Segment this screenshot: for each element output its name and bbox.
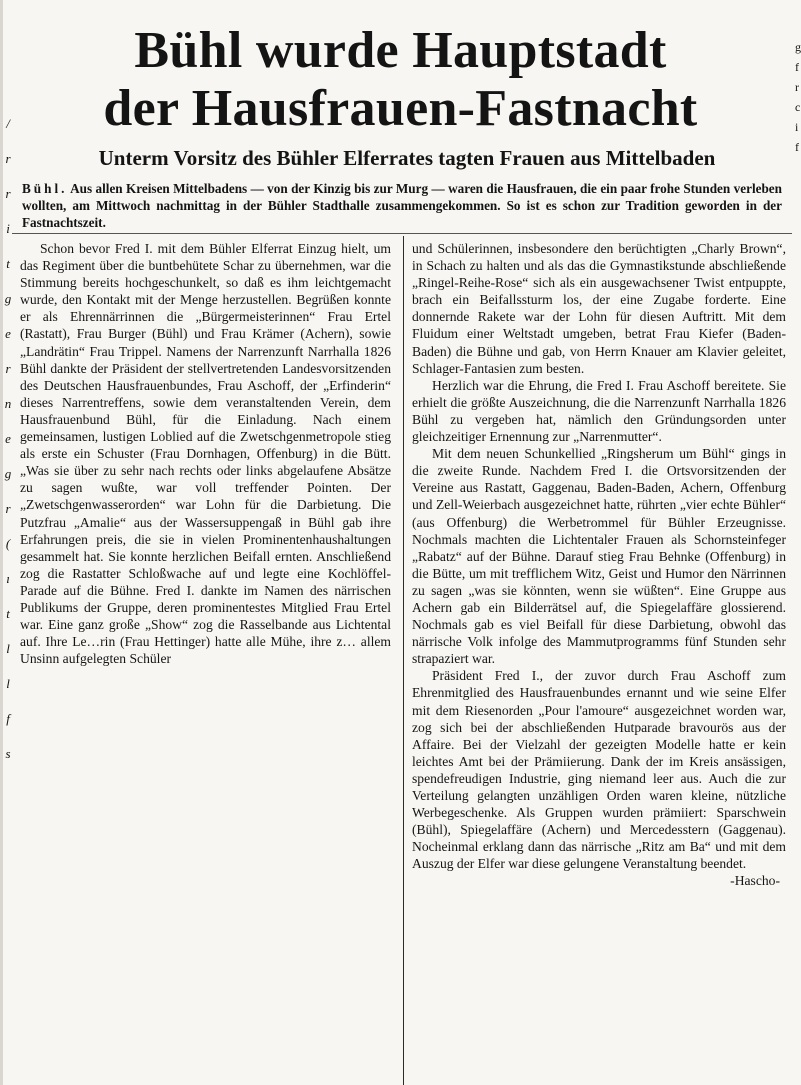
headline-line-1: Bühl wurde Hauptstadt xyxy=(134,22,667,79)
author-signature: -Hascho- xyxy=(730,873,780,889)
margin-fragment: r xyxy=(5,186,11,201)
margin-fragment: r xyxy=(5,151,11,166)
margin-fragment: l xyxy=(6,641,10,656)
lead-paragraph xyxy=(22,180,782,231)
margin-fragment: f xyxy=(795,60,799,74)
article-column-right xyxy=(412,240,786,890)
headline-line-2: der Hausfrauen-Fastnacht xyxy=(103,80,698,137)
margin-fragment: f xyxy=(6,711,10,726)
headline xyxy=(0,22,801,138)
margin-fragment: n xyxy=(4,396,12,411)
article-column-left xyxy=(20,240,391,667)
lead-divider xyxy=(12,233,792,234)
margin-fragment: g xyxy=(795,40,801,54)
margin-fragment: s xyxy=(5,746,11,761)
margin-fragment: t xyxy=(6,256,10,271)
margin-fragment: i xyxy=(6,221,10,236)
subheadline: Unterm Vorsitz des Bühler Elferrates tagten Frauen aus Mittelbaden xyxy=(98,146,716,170)
margin-fragment: / xyxy=(6,116,10,131)
margin-fragment: r xyxy=(5,361,11,376)
lead-text: Aus allen Kreisen Mittelbadens — von der Kinzig bis zur Murg — waren die Hausfrauen, die ein paar frohe Stunden verleben wollten, am Mittwoch nachmittag in der Bühler Stadthalle zusammengekommen. So ist es schon zur Tradition geworden in der Fastnachtszeit. xyxy=(22,181,782,230)
paragraph: Mit dem neuen Schunkellied „Ringsherum um Bühl“ gings in die zweite Runde. Nachdem Fred I. die Ortsvorsitzenden der Vereine aus Rastatt, Gaggenau, Baden-Baden, Achern, Offenburg und Zell-Weierbach ausgezeichnet hatte, rührten „vier echte Bühler“ (aus Offenburg) die Werbetrommel für Bühler Erzeugnisse. Nochmals machten die Lichtentaler Frauen als Schornsteinfeger „Rabatz“ auf der Bühne. Darauf stieg Frau Behnke (Offenburg) in die Bütte, um mit trefflichem Witz, Geist und Humor den Närrinnen zu sagen „was sie könnten, wenn sie wüßten“. Eine Gruppe aus Achern gab ein Bilderrätsel auf, die Spiegelaffäre glossierend. Nochmals gab es viel Beifall für diese Darbietung, obwohl das närrische Volk infolge des Mammutprogramms fünf Stunden sehr strapaziert war. xyxy=(412,446,786,667)
margin-fragment: ( xyxy=(5,536,11,551)
paragraph: Präsident Fred I., der zuvor durch Frau Aschoff zum Ehrenmitglied des Hausfrauenbundes ernannt und wie seine Elfer mit dem Riesenorden „Pour l'amoure“ ausgezeichnet worden war, zog sich bei der abschließenden Hutparade bravourös aus der Affaire. Bei der Vielzahl der gezeigten Modelle hatte er kein leichtes Amt bei der Prämiierung. Dank der im Kreis ansässigen, spendefreudigen Industrie, ging niemand leer aus. Auch die zur Verteilung gelangten unzähligen Orden waren kleine, nützliche Werbegeschenke. Als Gruppen wurden prämiiert: Sparschwein (Bühl), Spiegelaffäre (Achern) und Mercedesstern (Gaggenau). Nocheinmal erklang dann das närrische „Ritz am Ba“ und mit dem Auszug der Elfer war diese gelungene Veranstaltung beendet. xyxy=(412,668,786,872)
paragraph: Herzlich war die Ehrung, die Fred I. Frau Aschoff bereitete. Sie erhielt die größte Auszeichnung, die die Narrenzunft Narrhalla 1826 Bühl zu vergeben hat, nämlich den Gründungsorden unter gleichzeitiger Ernennung zur „Narrenmutter“. xyxy=(412,377,786,445)
margin-fragment: e xyxy=(5,431,11,446)
margin-fragment: r xyxy=(795,80,799,94)
margin-fragment: g xyxy=(4,291,12,306)
margin-fragment: l xyxy=(6,676,10,691)
margin-fragment: r xyxy=(5,501,11,516)
margin-fragment: ı xyxy=(6,571,10,586)
margin-fragment: t xyxy=(6,606,10,621)
dateline: Bühl. xyxy=(22,181,68,196)
margin-fragment: i xyxy=(795,120,799,134)
margin-fragment: e xyxy=(5,326,11,341)
margin-fragment: f xyxy=(795,140,799,154)
margin-fragment: c xyxy=(795,100,801,114)
margin-fragment: g xyxy=(4,466,12,481)
paragraph: und Schülerinnen, insbesondere den berüchtigten „Charly Brown“, in Schach zu halten und als das die Gymnastikstunde abschließende „Ringel-Reihe-Rose“ sich als ein ausgewachsener Twist entpuppte, brach ein Beifallssturm los, der eine Zugabe forderte. Eine donnernde Rakete war der Lohn für diesen Auftritt. Mit dem Fluidum einer Weltstadt umgeben, betrat Frau Kiefer (Baden-Baden) die Bühne und gab, von Herrn Knauer am Klavier geleitet, Schlager-Fantasien zum besten. xyxy=(412,241,786,376)
column-divider xyxy=(403,236,404,1085)
paragraph: Schon bevor Fred I. mit dem Bühler Elferrat Einzug hielt, um das Regiment über die buntbehütete Schar zu übernehmen, war die Stimmung bereits hochgeschunkelt, so daß es ihm leichtgemacht wurde, den Kontakt mit der Menge herzustellen. Begrüßen konnte er als Ehrennärrinnen die „Bürgermeisterinnen“ Frau Ertel (Rastatt), Frau Burger (Bühl) und Frau Krämer (Achern), sowie „Landrätin“ Frau Trippel. Namens der Narrenzunft Narrhalla 1826 Bühl dankte der Präsident der stellvertretenden Landesvorsitzenden des Deutschen Hausfrauenbundes, Frau Aschoff, der „Erfinderin“ dieses Narrentreffens, sowie dem veranstaltenden Verein, dem Hausfrauenbund Bühl, für die Einladung. Nach einem gemeinsamen, lustigen Loblied auf die Zwetschgenmetropole stieg als erste ein Schuster (Frau Dornhagen, Offenburg) in die Bütt. „Was sie über zu sehr nach rechts oder links abgelaufene Absätze zu sagen wußte, war voll treffender Pointen. Der „Zwetschgenwasserorden“ war Lohn für die Darbietung. Die Putzfrau „Amalie“ aus der Wassersuppengaß in Bühl gab ihre Erfahrungen preis, die sie in vielen Prominentenhaushaltungen gesammelt hat. Sie konnte herzlichen Beifall ernten. Anschließend zog die Rastatter Schloßwache auf und legte eine Kochlöffel-Parade auf die Bühne. Fred I. dankte im Namen des närrischen Publikums der Gruppe, deren prominentestes Mitglied Frau Ertel war. Eine ganz große „Show“ zog die Rasselbande aus Lichtental auf. Ihre Le…rin (Frau Hettinger) hatte alle Mühe, ihre z… allem Unsinn aufgelegten Schüler xyxy=(20,241,391,667)
